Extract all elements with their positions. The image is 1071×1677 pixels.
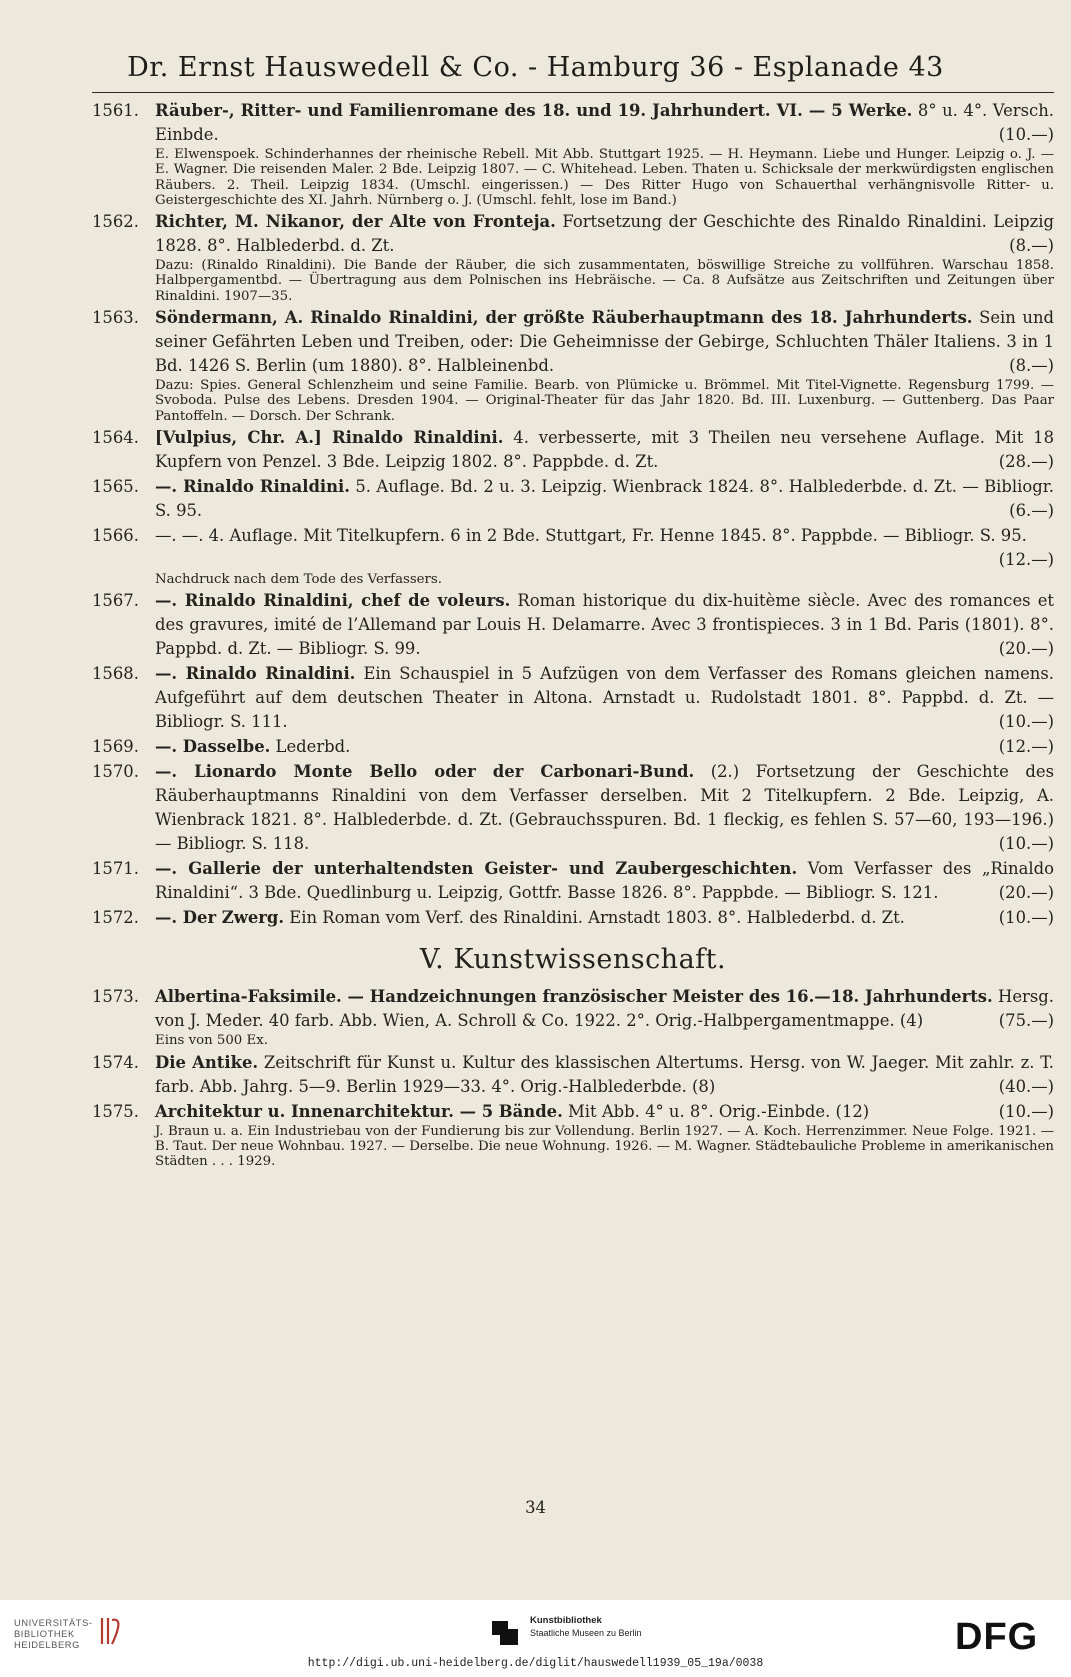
- catalogue-entry: [92, 589, 1054, 661]
- lot-number: 1562.: [92, 212, 139, 232]
- entry-description: Lederbd.: [270, 737, 351, 757]
- estimate-price: [999, 637, 1054, 661]
- estimate-price: [999, 1100, 1054, 1124]
- entry-description: Hersg. von J. Meder. 40 farb. Abb. Wien, A. Schroll & Co. 1922. 2°. Orig.-Halbpergamentmappe. (4): [155, 987, 1054, 1031]
- entry-main: [92, 475, 1054, 523]
- estimate-price-value: (12.—): [998, 549, 1054, 569]
- entry-title: —. Rinaldo Rinaldini, chef de voleurs.: [155, 591, 511, 611]
- entry-main: [92, 524, 1054, 572]
- estimate-price-value: (6.—): [1009, 500, 1054, 520]
- page-header: Dr. Ernst Hauswedell & Co. - Hamburg 36 - Esplanade 43: [127, 52, 944, 83]
- entry-description: Sein und seiner Gefährten Leben und Treiben, oder: Die Geheimnisse der Gebirge, Schluchten Thäler Italiens. 3 in 1 Bd. 1426 S. Berlin (um 1880). 8°. Halbleinenbd.: [155, 308, 1054, 376]
- entry-description: Zeitschrift für Kunst u. Kultur des klassischen Altertums. Hersg. von W. Jaeger. Mit zahlr. z. T. farb. Abb. Jahrg. 5—9. Berlin 1929—33. 4°. Orig.-Halblederbde. (8): [155, 1052, 1055, 1096]
- entry-main: [92, 857, 1054, 905]
- lot-number: 1573.: [92, 987, 139, 1007]
- entry-main: [92, 99, 1054, 147]
- entry-main: [92, 1051, 1054, 1099]
- estimate-price: [999, 1009, 1054, 1033]
- kb-title: Kunstbibliothek: [530, 1615, 602, 1626]
- entry-title: —. Rinaldo Rinaldini.: [155, 664, 356, 684]
- entry-note: J. Braun u. a. Ein Industriebau von der Fundierung bis zur Vollendung. Berlin 1927. — A. Koch. Herrenzimmer. Neue Folge. 1921. — B. Taut. Der neue Wohnbau. 1927. — Derselbe. Die neue Wohnung. 1926. — M. Wagner. Städtebauliche Probleme in amerikanischen Städten . . . 1929.: [155, 1123, 1054, 1170]
- estimate-price: [999, 832, 1054, 856]
- lot-number: 1564.: [92, 427, 139, 447]
- entry-description: 4. verbesserte, mit 3 Theilen neu versehene Auflage. Mit 18 Kupfern von Penzel. 3 Bde. Leipzig 1802. 8°. Pappbde. d. Zt.: [155, 427, 1054, 471]
- entry-description: Ein Roman vom Verf. des Rinaldini. Arnstadt 1803. 8°. Halblederbd. d. Zt.: [284, 908, 905, 928]
- section-title: V. Kunstwissenschaft.: [419, 944, 727, 976]
- entry-title: Richter, M. Nikanor, der Alte von Fronteja.: [155, 212, 556, 232]
- entry-main: [92, 589, 1054, 661]
- entry-note: Eins von 500 Ex.: [155, 1033, 268, 1049]
- lot-number: 1566.: [92, 525, 139, 545]
- estimate-price-value: (20.—): [998, 883, 1054, 903]
- entry-description: 8° u. 4°. Versch. Einbde.: [155, 101, 1054, 144]
- dfg-logo[interactable]: DFG: [955, 1616, 1039, 1658]
- estimate-price-value: (10.—): [998, 908, 1054, 928]
- catalogue-entry: [92, 1051, 1054, 1099]
- entry-main: [92, 985, 1054, 1033]
- estimate-price-value: (10.—): [998, 125, 1054, 144]
- entry-title: Die Antike.: [155, 1052, 259, 1072]
- kunstbibliothek-logo-icon[interactable]: [488, 1615, 522, 1649]
- kb-subtitle: Staatliche Museen zu Berlin: [530, 1628, 642, 1638]
- entry-title: Albertina-Faksimile. — Handzeichnungen französischer Meister des 16.—18. Jahrhunderts.: [155, 987, 993, 1007]
- catalogue-entry: [92, 662, 1054, 734]
- entry-title: —. Lionardo Monte Bello oder der Carbonari-Bund.: [155, 762, 695, 782]
- estimate-price-value: (10.—): [998, 834, 1054, 854]
- lot-number: 1572.: [92, 908, 139, 928]
- uni-line-1: UNIVERSITÄTS-: [14, 1618, 93, 1628]
- entry-title: —. Dasselbe.: [155, 737, 271, 757]
- entry-title: —. Rinaldo Rinaldini.: [155, 476, 350, 496]
- entry-description: 5. Auflage. Bd. 2 u. 3. Leipzig. Wienbrack 1824. 8°. Halblederbde. d. Zt. — Bibliogr. S. 95.: [155, 476, 1054, 520]
- library-emblem-icon: [98, 1614, 122, 1648]
- entry-description: Fortsetzung der Geschichte des Rinaldo Rinaldini. Leipzig 1828. 8°. Halblederbd. d. Zt.: [155, 212, 1054, 256]
- catalogue-entry: [92, 985, 1054, 1048]
- catalogue-entry: [92, 426, 1054, 474]
- page-number: 34: [525, 1498, 546, 1517]
- estimate-price: [999, 735, 1054, 759]
- estimate-price-value: (28.—): [998, 451, 1054, 471]
- lot-number: 1568.: [92, 664, 139, 684]
- catalogue-entry: [92, 99, 1054, 208]
- lot-number: 1575.: [92, 1101, 139, 1121]
- source-url[interactable]: http://digi.ub.uni-heidelberg.de/diglit/hauswedell1939_05_19a/0038: [307, 1657, 764, 1670]
- catalogue-entry: [92, 760, 1054, 856]
- entry-description: Vom Verfasser des „Rinaldo Rinaldini“. 3 Bde. Quedlinburg u. Leipzig, Gottfr. Basse 1826. 8°. Pappbde. — Bibliogr. S. 121.: [155, 859, 1054, 903]
- lot-number: 1569.: [92, 737, 139, 757]
- catalogue-entry: [92, 306, 1054, 424]
- entry-note: Dazu: (Rinaldo Rinaldini). Die Bande der Räuber, die sich zusammentaten, böswillige Streiche zu vollführen. Warschau 1858. Halbpergamentbd. — Übertragung aus dem Polnischen ins Hebräische. — Ca. 8 Aufsätze aus Zeitschriften und Zeitungen über Rinaldini. 1907—35.: [155, 258, 1054, 304]
- estimate-price-value: (75.—): [998, 1011, 1054, 1031]
- lot-number: 1565.: [92, 476, 139, 496]
- estimate-price-value: (20.—): [998, 639, 1054, 659]
- entry-title: —. Der Zwerg.: [155, 908, 285, 928]
- entry-description: Roman historique du dix-huitème siècle. Avec des romances et des gravures, imité de l’Allemand par Louis H. Delamarre. Avec 3 frontispieces. 3 in 1 Bd. Paris (1801). 8°. Pappbd. d. Zt. — Bibliogr. S. 99.: [155, 591, 1054, 659]
- lot-number: 1574.: [92, 1052, 139, 1072]
- estimate-price-value: (8.—): [1009, 356, 1054, 376]
- entry-description: Mit Abb. 4° u. 8°. Orig.-Einbde. (12): [562, 1101, 870, 1121]
- entry-main: [92, 662, 1054, 734]
- entry-title: [Vulpius, Chr. A.] Rinaldo Rinaldini.: [155, 427, 504, 447]
- entry-main: [92, 306, 1054, 378]
- entry-note: Nachdruck nach dem Tode des Verfassers.: [155, 571, 442, 587]
- lot-number: 1567.: [92, 591, 139, 611]
- entry-main: [92, 735, 1054, 759]
- entry-description: —. —. 4. Auflage. Mit Titelkupfern. 6 in 2 Bde. Stuttgart, Fr. Henne 1845. 8°. Pappbde. — Bibliogr. S. 95.: [155, 525, 1027, 545]
- lot-number: 1563.: [92, 308, 139, 328]
- catalogue-entry: [92, 857, 1054, 905]
- entry-title: —. Gallerie der unterhaltendsten Geister- und Zaubergeschichten.: [155, 859, 798, 879]
- catalogue-body: [92, 99, 1054, 1171]
- estimate-price: [1009, 234, 1054, 258]
- lot-number: 1571.: [92, 859, 139, 879]
- estimate-price-value: (8.—): [1009, 236, 1054, 256]
- estimate-price-value: (12.—): [998, 737, 1054, 757]
- entry-main: [92, 210, 1054, 258]
- catalogue-entry: [92, 906, 1054, 930]
- catalogue-entry: [92, 475, 1054, 523]
- lot-number: 1561.: [92, 101, 139, 120]
- catalogue-entry: [92, 524, 1054, 587]
- footer-bar: [0, 1600, 1071, 1677]
- catalogue-entry: [92, 210, 1054, 304]
- lot-number: 1570.: [92, 762, 139, 782]
- entry-list-b: [92, 985, 1054, 1169]
- entry-note: Dazu: Spies. General Schlenzheim und seine Familie. Bearb. von Plümicke u. Brömmel. Mit Titel-Vignette. Regensburg 1799. — Svoboda. Pulse des Lebens. Dresden 1904. — Original-Theater für das Jahr 1820. Bd. III. Luxenburg. — Guttenberg. Das Paar Pantoffeln. — Dorsch. Der Schrank.: [155, 378, 1054, 424]
- uni-line-2: BIBLIOTHEK: [14, 1629, 75, 1639]
- estimate-price: [1009, 354, 1054, 378]
- estimate-price: [999, 450, 1054, 474]
- entry-note: E. Elwenspoek. Schinderhannes der rheinische Rebell. Mit Abb. Stuttgart 1925. — H. Heymann. Liebe und Hunger. Leipzig o. J. — E. Wagner. Die reisenden Maler. 2 Bde. Leipzig 1807. — C. Whitehead. Leben. Thaten u. Schicksale der merkwürdigsten englischen Räubers. 2. Theil. Leipzig 1834. (Umschl. eingerissen.) — Des Ritter Hugo von Schauerthal verhängnisvolle Ritter- u. Geistergeschichte des XI. Jahrh. Nürnberg o. J. (Umschl. fehlt, lose im Band.): [155, 147, 1054, 208]
- estimate-price: [999, 881, 1054, 905]
- entry-main: [92, 1100, 1054, 1124]
- catalogue-entry: [92, 1100, 1054, 1170]
- entry-main: [92, 760, 1054, 856]
- entry-list-a: [92, 99, 1054, 930]
- estimate-price: [999, 123, 1054, 147]
- estimate-price-value: (10.—): [998, 1101, 1054, 1121]
- header-rule: [92, 92, 1054, 94]
- estimate-price-value: (10.—): [998, 712, 1054, 732]
- estimate-price: [1009, 499, 1054, 523]
- uni-line-3: HEIDELBERG: [14, 1640, 80, 1650]
- entry-title: Räuber-, Ritter- und Familienromane des 18. und 19. Jahrhundert. VI. — 5 Werke.: [155, 101, 913, 120]
- entry-description: (2.) Fortsetzung der Geschichte des Räuberhauptmanns Rinaldini von dem Verfasser derselben. Mit 2 Titelkupfern. 2 Bde. Leipzig, A. Wienbrack 1821. 8°. Halblederbde. d. Zt. (Gebrauchsspuren. Bd. 1 fleckig, es fehlen S. 57—60, 193—196.) — Bibliogr. S. 118.: [155, 762, 1054, 854]
- catalogue-entry: [92, 735, 1054, 759]
- estimate-price: [999, 1075, 1054, 1099]
- kunstbibliothek-label: [530, 1615, 690, 1640]
- estimate-price: [999, 710, 1054, 734]
- entry-description: Ein Schauspiel in 5 Aufzügen von dem Verfasser des Romans gleichen namens. Aufgeführt auf dem deutschen Theater in Altona. Arnstadt u. Rudolstadt 1801. 8°. Pappbd. d. Zt. — Bibliogr. S. 111.: [155, 664, 1054, 732]
- entry-title: Söndermann, A. Rinaldo Rinaldini, der größte Räuberhauptmann des 18. Jahrhunderts.: [155, 308, 973, 328]
- estimate-price-value: (40.—): [998, 1076, 1054, 1096]
- entry-main: [92, 426, 1054, 474]
- entry-main: [92, 906, 1054, 930]
- estimate-price: [999, 548, 1054, 572]
- estimate-price: [999, 906, 1054, 930]
- entry-title: Architektur u. Innenarchitektur. — 5 Bände.: [155, 1101, 563, 1121]
